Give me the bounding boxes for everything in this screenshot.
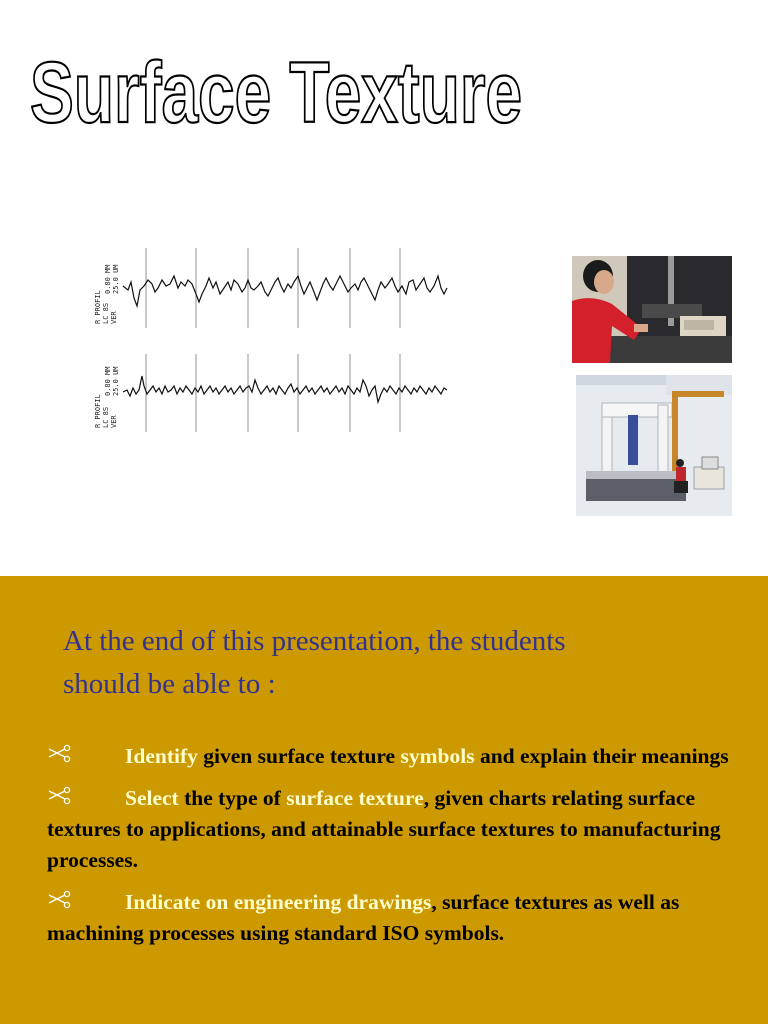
profile-trace-2: [123, 376, 447, 402]
objective-1-text-b: and explain their meanings: [474, 744, 729, 768]
objective-1-keyword: symbols: [400, 744, 475, 768]
objective-item-identify: [47, 741, 747, 772]
profile-trace-1: [123, 276, 447, 306]
operator-photo-illustration: [572, 256, 732, 363]
trace-2-label-vertical: 25.0 UM: [112, 366, 120, 396]
slide-title-text: Surface Texture: [30, 45, 522, 141]
cmm-photo-illustration: [576, 375, 732, 516]
scissors-icon: [47, 785, 71, 809]
intro-line-2: should be able to :: [63, 668, 276, 700]
profile-trace-2-labels: [94, 366, 120, 428]
trace-2-label-scale: 0.80 MM: [104, 366, 112, 396]
cmm-photo: [576, 375, 732, 516]
trace-2-label-type: R PROFIL: [94, 394, 102, 428]
profile-trace-1-labels: [94, 264, 120, 324]
objective-2-text-b: , given charts relating surface textures to applications, and attainable surface textures to manufacturing processes.: [47, 786, 721, 872]
objective-2-keyword: surface texture: [286, 786, 424, 810]
trace-1-label-vertical: 25.0 UM: [112, 264, 120, 294]
trace-1-label-scale: 0.80 MM: [104, 264, 112, 294]
operator-photo: [572, 256, 732, 363]
objectives-section: [0, 576, 768, 1024]
slide-title: [30, 38, 530, 141]
objective-2-verb: Select: [125, 786, 179, 810]
objective-item-select: [47, 783, 747, 876]
objective-3-text-a: , surface textures as well as machining processes using standard ISO symbols.: [47, 890, 680, 945]
objective-3-verb: Indicate on engineering drawings: [125, 890, 432, 914]
scissors-icon: [47, 743, 71, 767]
objective-1-text-a: given surface texture: [197, 744, 401, 768]
profile-trace-2-ticks: [146, 354, 400, 432]
trace-2-label-ver: VER: [110, 415, 118, 428]
objective-2-text-a: the type of: [178, 786, 287, 810]
trace-2-label-lc: LC 8S: [102, 406, 110, 428]
scissors-icon: [47, 889, 71, 913]
surface-profile-chart: [88, 236, 453, 436]
trace-1-label-ver: VER: [110, 311, 118, 324]
intro-line-1: At the end of this presentation, the students: [63, 625, 566, 657]
trace-1-label-lc: LC 8S: [102, 302, 110, 324]
objectives-intro: [63, 620, 713, 706]
objective-1-verb: Identify: [125, 744, 198, 768]
trace-1-label-type: R PROFIL: [94, 290, 102, 324]
objective-item-indicate: [47, 887, 747, 949]
profile-trace-1-ticks: [146, 248, 400, 328]
objectives-list: [47, 741, 747, 960]
